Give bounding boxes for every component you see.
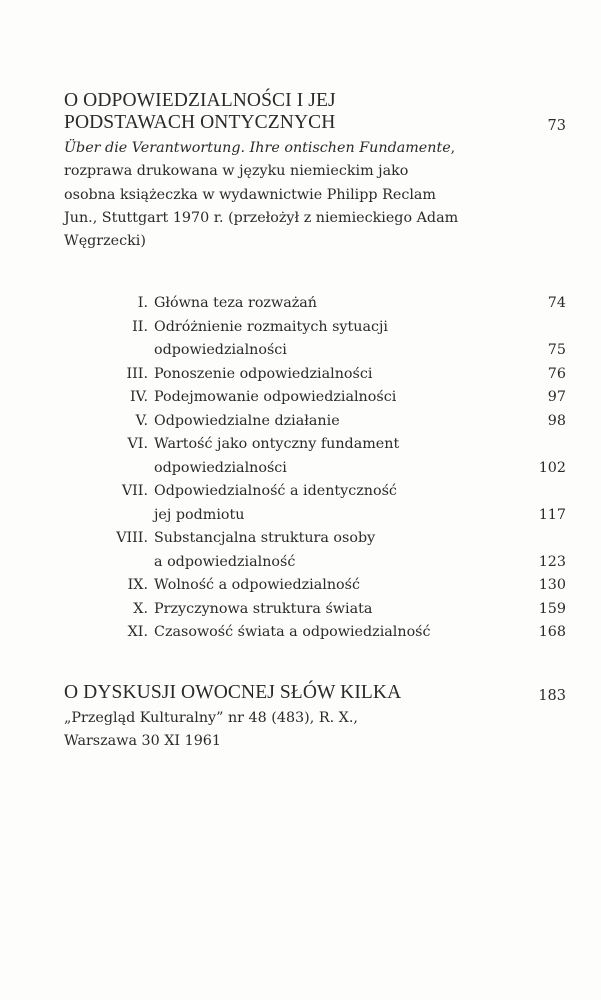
chapter-title [154, 621, 506, 645]
chapter-entry [64, 363, 566, 387]
chapter-title-line: Główna teza rozważań [154, 295, 317, 311]
chapter-entry [64, 574, 566, 598]
chapter-entry [64, 316, 566, 363]
chapter-page: 97 [547, 389, 566, 405]
chapter-title-line: jej podmiotu [154, 506, 245, 523]
chapter-numeral: V. [135, 412, 148, 429]
chapter-numeral: II. [132, 318, 148, 335]
chapter-entry [64, 386, 566, 410]
chapter-entry [64, 410, 566, 434]
chapter-title-line: Odpowiedzialność a identyczność [154, 483, 397, 499]
section-1-description-text: , rozprawa drukowana w języku niemieckim jako osobna książeczka w wydawnictwie Philipp Reclam Jun., Stuttgart 1970 r. (przełożył z niemieckiego Adam Węgrzecki) [64, 140, 459, 250]
chapter-entry [64, 527, 566, 574]
section-1-italic-title: Über die Verantwortung. Ihre ontischen Fundamente [64, 140, 451, 156]
chapter-page: 102 [538, 459, 566, 476]
section-1-title-line-2: PODSTAWACH ONTYCZNYCH [64, 112, 336, 133]
chapter-title [154, 527, 506, 574]
chapter-title [154, 292, 506, 316]
chapter-title-line: Odróżnienie rozmaitych sytuacji [154, 318, 388, 335]
chapter-page: 168 [538, 624, 566, 640]
chapter-title [154, 316, 506, 363]
chapter-entry [64, 292, 566, 316]
chapter-title-line: Wartość jako ontyczny fundament [154, 436, 400, 452]
chapter-page: 98 [547, 412, 566, 429]
chapter-numeral: X. [133, 600, 148, 617]
chapter-entry [64, 598, 566, 622]
chapter-title-line: Podejmowanie odpowiedzialności [154, 389, 397, 405]
chapter-numeral: VI. [127, 436, 148, 452]
section-2-description-line-2: Warszawa 30 XI 1961 [64, 733, 222, 750]
section-2-description [64, 707, 566, 754]
chapter-page: 159 [538, 600, 566, 617]
chapter-title-line: Ponoszenie odpowiedzialności [154, 365, 373, 382]
chapter-page: 76 [547, 365, 566, 382]
section-1-description [64, 137, 464, 253]
chapter-numeral: XI. [127, 624, 148, 640]
chapter-page: 130 [538, 577, 566, 593]
chapter-numeral: IX. [127, 577, 148, 593]
section-2-title: O DYSKUSJI OWOCNEJ SŁÓW KILKA [64, 682, 402, 703]
chapter-title-line: Substancjalna struktura osoby [154, 530, 376, 546]
section-1-title-line-1: O ODPOWIEDZIALNOŚCI I JEJ [64, 90, 336, 111]
chapter-title-line: Odpowiedzialne działanie [154, 412, 340, 429]
chapter-page: 74 [547, 295, 566, 311]
chapter-numeral: VII. [121, 483, 148, 499]
chapter-page: 123 [538, 553, 566, 570]
chapter-title-line: Czasowość świata a odpowiedzialność [154, 624, 431, 640]
section-1-heading [64, 90, 566, 134]
chapter-numeral: I. [137, 295, 148, 311]
section-2-page: 183 [538, 688, 566, 704]
chapter-list [64, 292, 566, 645]
chapter-numeral: III. [126, 365, 148, 382]
chapter-title-line: odpowiedzialności [154, 459, 287, 476]
chapter-entry [64, 433, 566, 480]
section-2-heading [64, 682, 566, 704]
chapter-numeral: IV. [129, 389, 148, 405]
chapter-title-line: odpowiedzialności [154, 342, 287, 358]
chapter-title [154, 386, 506, 410]
chapter-title-line: a odpowiedzialność [154, 553, 296, 570]
chapter-entry [64, 621, 566, 645]
chapter-title [154, 410, 506, 434]
section-2-description-line-1: „Przegląd Kulturalny” nr 48 (483), R. X., [64, 710, 358, 726]
chapter-entry [64, 480, 566, 527]
chapter-title-line: Wolność a odpowiedzialność [154, 577, 360, 593]
chapter-page: 117 [538, 506, 566, 523]
chapter-title [154, 363, 506, 387]
chapter-numeral: VIII. [116, 530, 148, 546]
chapter-title [154, 574, 506, 598]
chapter-title [154, 433, 506, 480]
section-1-page: 73 [547, 118, 566, 134]
chapter-page: 75 [547, 342, 566, 358]
chapter-title [154, 480, 506, 527]
chapter-title-line: Przyczynowa struktura świata [154, 600, 373, 617]
chapter-title [154, 598, 506, 622]
